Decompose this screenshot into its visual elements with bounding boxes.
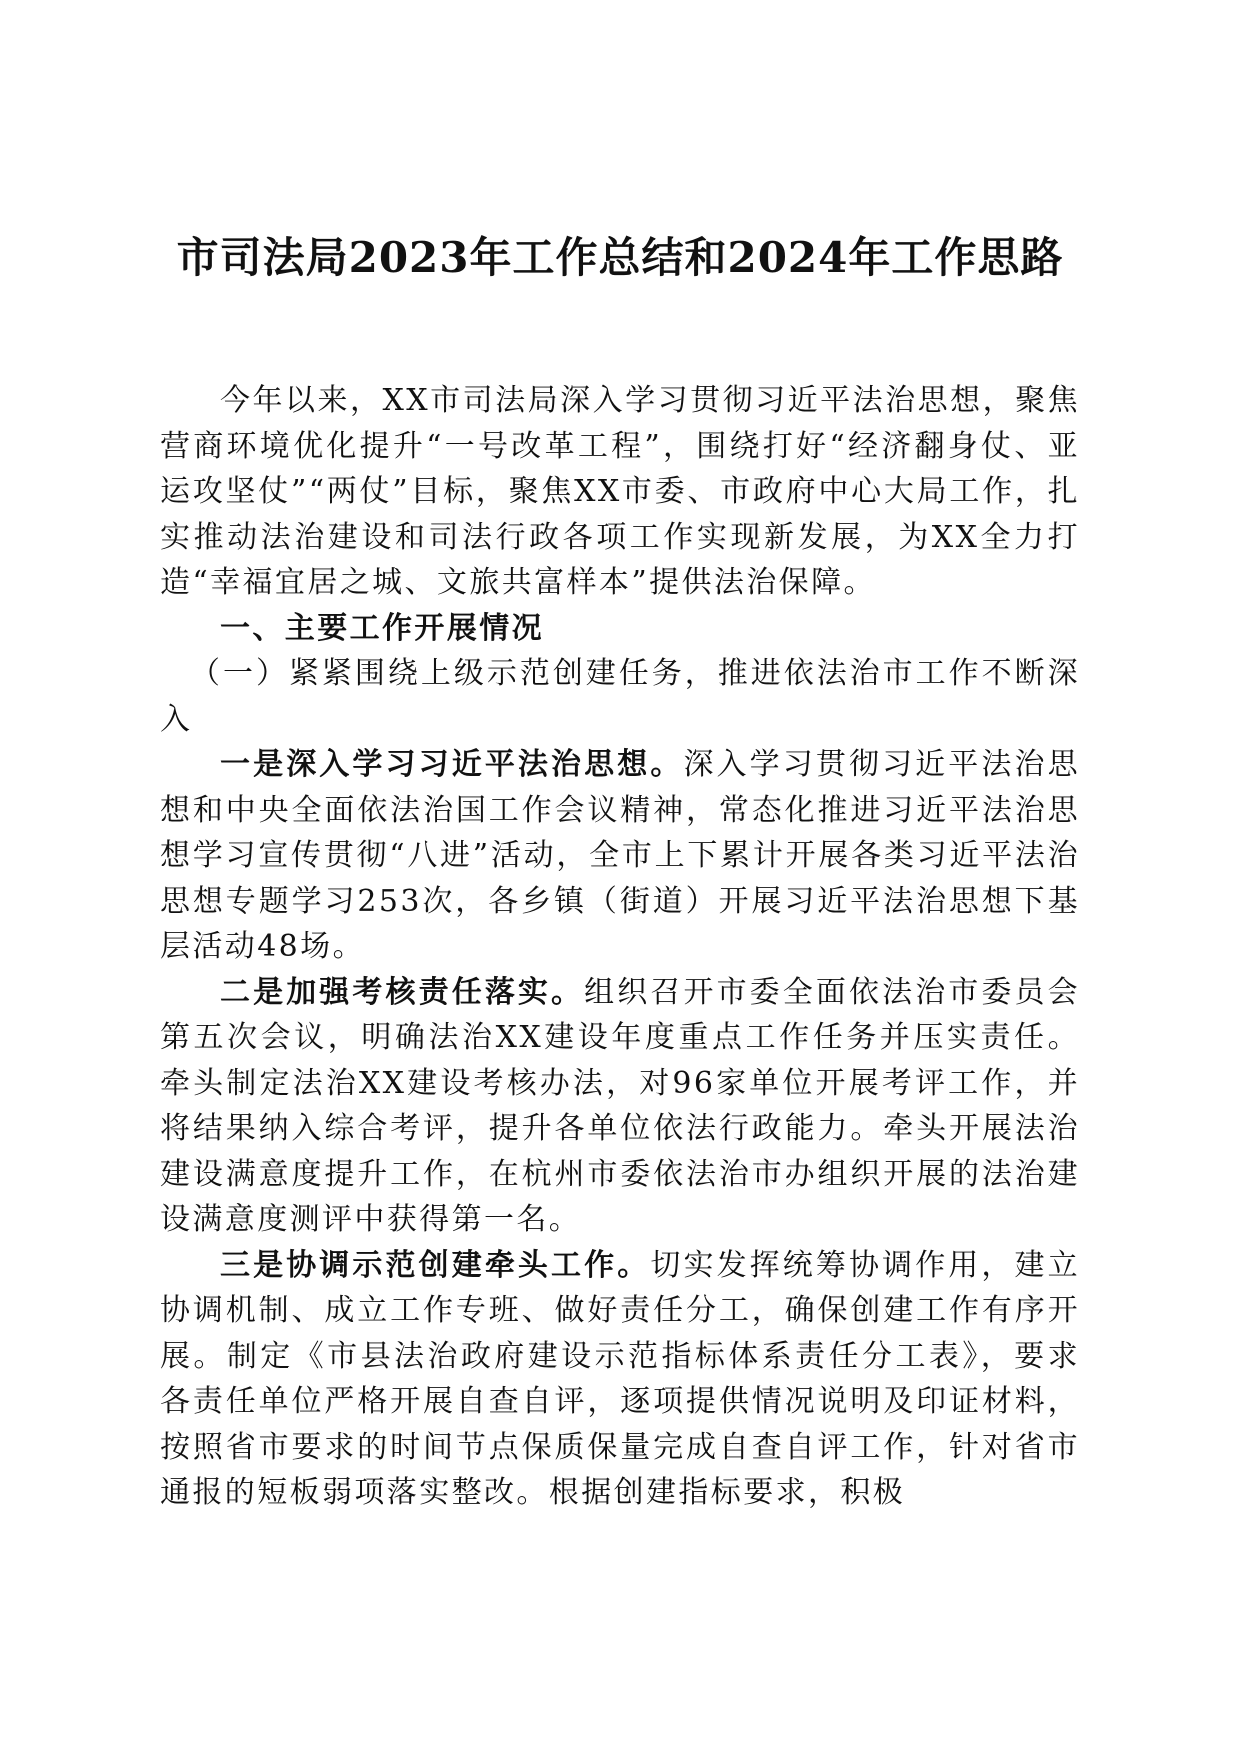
paragraph-item-1 bbox=[160, 742, 1080, 970]
paragraph-item-3 bbox=[160, 1243, 1080, 1516]
intro-paragraph: 今年以来，XX市司法局深入学习贯彻习近平法治思想，聚焦营商环境优化提升“一号改革工程”，围绕打好“经济翻身仗、亚运攻坚仗”“两仗”目标，聚焦XX市委、市政府中心大局工作，扎实推动法治建设和司法行政各项工作实现新发展，为XX全力打造“幸福宜居之城、文旅共富样本”提供法治保障。 bbox=[160, 383, 1080, 600]
item-1-lead: 一是深入学习习近平法治思想。 bbox=[220, 747, 684, 782]
document-title: 市司法局2023年工作总结和2024年工作思路 bbox=[176, 233, 1064, 282]
item-2-lead: 二是加强考核责任落实。 bbox=[220, 974, 585, 1010]
subsection-heading-rule-of-law: （一）紧紧围绕上级示范创建任务，推进依法治市工作不断深入 bbox=[160, 656, 1080, 737]
section-heading-main-work: 一、主要工作开展情况 bbox=[220, 610, 544, 646]
item-2-text: 组织召开市委全面依法治市委员会第五次会议，明确法治XX建设年度重点工作任务并压实责任。牵头制定法治XX建设考核办法，对96家单位开展考评工作，并将结果纳入综合考评，提升各单位依法行政能力。牵头开展法治建设满意度提升工作，在杭州市委依法治市办组织开展的法治建设满意度测评中获得第一名。 bbox=[160, 974, 1081, 1237]
paragraph-item-2 bbox=[160, 970, 1080, 1243]
item-1-text: 深入学习贯彻习近平法治思想和中央全面依法治国工作会议精神，常态化推进习近平法治思想学习宣传贯彻“八进”活动，全市上下累计开展各类习近平法治思想专题学习253次，各乡镇（街道）开展习近平法治思想下基层活动48场。 bbox=[160, 747, 1080, 964]
item-3-text: 切实发挥统筹协调作用，建立协调机制、成立工作专班、做好责任分工，确保创建工作有序开展。制定《市县法治政府建设示范指标体系责任分工表》，要求各责任单位严格开展自查自评，逐项提供情况说明及印证材料，按照省市要求的时间节点保质保量完成自查自评工作，针对省市通报的短板弱项落实整改。根据创建指标要求，积极 bbox=[160, 1247, 1081, 1510]
item-3-lead: 三是协调示范创建牵头工作。 bbox=[220, 1247, 651, 1283]
document-body bbox=[160, 378, 1080, 1516]
